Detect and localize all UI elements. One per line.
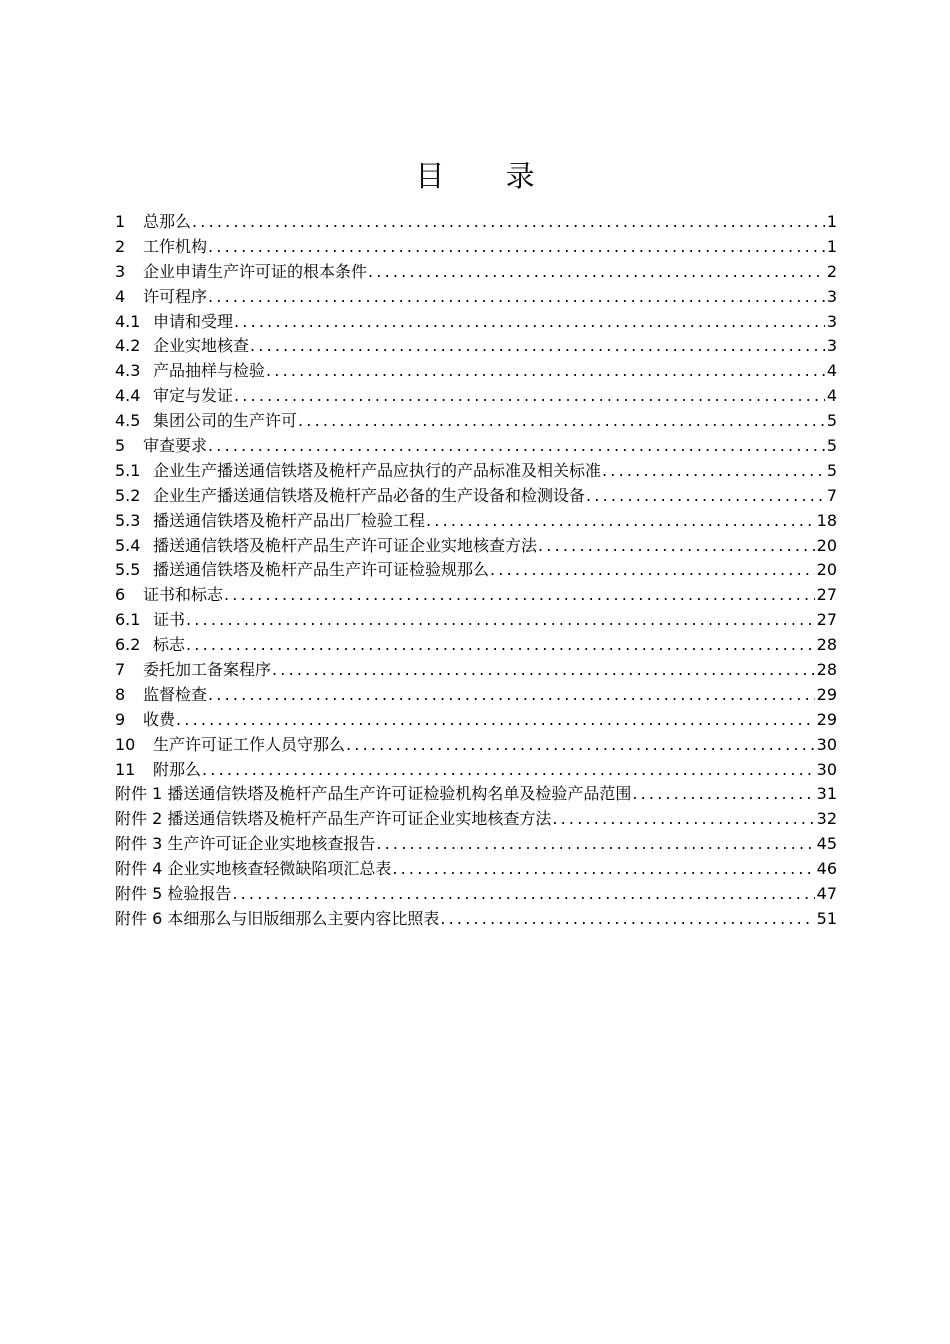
toc-entry[interactable]: [115, 359, 837, 384]
toc-entry-page-number: 5: [826, 460, 837, 480]
toc-entry[interactable]: [115, 459, 837, 484]
toc-entry[interactable]: [115, 235, 837, 260]
toc-entry[interactable]: [115, 758, 837, 783]
toc-entry[interactable]: [115, 384, 837, 409]
toc-entry-title: 工作机构: [143, 236, 208, 256]
toc-dot-leader: [208, 683, 815, 708]
toc-dot-leader: [208, 285, 825, 310]
toc-list: [115, 210, 837, 932]
toc-dot-leader: [176, 708, 815, 733]
toc-dot-leader: [250, 334, 825, 359]
toc-entry-page-number: 45: [816, 834, 837, 854]
toc-dot-leader: [224, 583, 815, 608]
toc-entry-number: 4.4: [115, 386, 141, 406]
toc-entry[interactable]: [115, 310, 837, 335]
toc-dot-leader: [586, 484, 825, 509]
toc-dot-leader: [490, 558, 815, 583]
toc-entry-page-number: 7: [826, 485, 837, 505]
toc-entry[interactable]: [115, 882, 837, 907]
toc-dot-leader: [298, 409, 825, 434]
toc-entry-title: 总那么: [143, 212, 192, 231]
toc-entry[interactable]: [115, 807, 837, 832]
toc-dot-leader: [602, 459, 825, 484]
toc-entry-number: 1: [115, 212, 126, 231]
toc-dot-leader: [192, 210, 825, 235]
toc-entry-title: 播送通信铁塔及桅杆产品出厂检验工程: [153, 510, 426, 530]
toc-entry-page-number: 20: [816, 535, 837, 555]
toc-entry-page-number: 3: [826, 311, 837, 331]
toc-dot-leader: [186, 608, 815, 633]
toc-entry-number: 4.3: [115, 361, 141, 381]
toc-entry-number: 5.2: [115, 485, 141, 505]
toc-entry-title: 附件 6 本细那么与旧版细那么主要内容比照表: [115, 908, 440, 928]
toc-entry[interactable]: [115, 409, 837, 434]
toc-entry-title: 产品抽样与检验: [153, 361, 266, 381]
toc-entry-title: 集团公司的生产许可: [153, 411, 298, 431]
toc-entry-page-number: 28: [816, 660, 837, 680]
toc-entry[interactable]: [115, 509, 837, 534]
toc-entry-number: 5.4: [115, 535, 141, 555]
toc-entry-number: 4.5: [115, 411, 141, 431]
toc-entry-title: 收费: [143, 709, 176, 729]
toc-entry-number: 11: [115, 759, 136, 779]
toc-entry-page-number: 46: [816, 859, 837, 879]
toc-entry-number: 4: [115, 286, 126, 306]
toc-entry-number: 5.1: [115, 460, 141, 480]
toc-entry-number: 8: [115, 684, 126, 704]
toc-entry-title: 生产许可证工作人员守那么: [153, 734, 346, 754]
toc-entry-title: 附件 1 播送通信铁塔及桅杆产品生产许可证检验机构名单及检验产品范围: [115, 784, 632, 804]
toc-entry-page-number: 31: [816, 784, 837, 804]
toc-entry[interactable]: [115, 708, 837, 733]
toc-dot-leader: [440, 907, 814, 932]
toc-entry-title: 企业申请生产许可证的根本条件: [143, 261, 368, 281]
toc-entry[interactable]: [115, 334, 837, 359]
toc-title: 目 录: [415, 159, 561, 193]
toc-entry-title: 委托加工备案程序: [143, 660, 272, 680]
toc-dot-leader: [272, 658, 815, 683]
toc-entry-number: 6: [115, 585, 126, 605]
toc-dot-leader: [376, 832, 814, 857]
toc-entry-title: 附件 3 生产许可证企业实地核查报告: [115, 834, 376, 854]
toc-entry-page-number: 28: [816, 635, 837, 655]
toc-dot-leader: [202, 758, 815, 783]
toc-entry-title: 监督检查: [143, 684, 208, 704]
toc-entry[interactable]: [115, 285, 837, 310]
toc-entry-title: 播送通信铁塔及桅杆产品生产许可证检验规那么: [153, 560, 490, 580]
toc-entry[interactable]: [115, 733, 837, 758]
toc-entry[interactable]: [115, 608, 837, 633]
toc-entry-page-number: 29: [816, 684, 837, 704]
toc-entry-page-number: 30: [816, 759, 837, 779]
toc-entry-title: 企业生产播送通信铁塔及桅杆产品必备的生产设备和检测设备: [153, 485, 586, 505]
toc-entry-number: 4.2: [115, 336, 141, 356]
toc-dot-leader: [392, 857, 814, 882]
toc-entry-title: 审定与发证: [153, 386, 234, 406]
toc-entry-page-number: 30: [816, 734, 837, 754]
toc-dot-leader: [234, 384, 825, 409]
toc-entry[interactable]: [115, 907, 837, 932]
toc-entry[interactable]: [115, 260, 837, 285]
toc-entry-page-number: 4: [826, 386, 837, 406]
toc-entry-number: 2: [115, 236, 126, 256]
toc-dot-leader: [632, 782, 814, 807]
toc-entry-page-number: 3: [826, 286, 837, 306]
toc-entry-page-number: 4: [826, 361, 837, 381]
toc-entry-number: 5.3: [115, 510, 141, 530]
toc-entry-title: 企业生产播送通信铁塔及桅杆产品应执行的产品标准及相关标准: [153, 460, 602, 480]
toc-entry-number: 9: [115, 709, 126, 729]
toc-entry-page-number: 1: [826, 212, 837, 231]
toc-entry-title: 申请和受理: [153, 311, 234, 331]
toc-dot-leader: [552, 807, 814, 832]
toc-entry-page-number: 20: [816, 560, 837, 580]
toc-entry-title: 播送通信铁塔及桅杆产品生产许可证企业实地核查方法: [153, 535, 538, 555]
toc-entry-title: 附件 2 播送通信铁塔及桅杆产品生产许可证企业实地核查方法: [115, 809, 552, 829]
toc-entry-page-number: 27: [816, 585, 837, 605]
toc-entry-title: 企业实地核查: [153, 336, 250, 356]
toc-entry-page-number: 29: [816, 709, 837, 729]
toc-entry-page-number: 5: [826, 411, 837, 431]
toc-entry[interactable]: [115, 583, 837, 608]
toc-entry-page-number: 2: [826, 261, 837, 281]
toc-entry-number: 3: [115, 261, 126, 281]
toc-dot-leader: [232, 882, 814, 907]
toc-entry[interactable]: [115, 558, 837, 583]
toc-entry-number: 5.5: [115, 560, 141, 580]
toc-entry-title: 附件 4 企业实地核查轻微缺陷项汇总表: [115, 859, 392, 879]
toc-entry-number: 4.1: [115, 311, 141, 331]
toc-dot-leader: [266, 359, 825, 384]
toc-entry-page-number: 27: [816, 610, 837, 630]
toc-entry[interactable]: [115, 534, 837, 559]
toc-entry[interactable]: [115, 683, 837, 708]
toc-entry-number: 10: [115, 734, 136, 754]
toc-entry-page-number: 18: [816, 510, 837, 530]
toc-entry-number: 6.1: [115, 610, 141, 630]
toc-dot-leader: [538, 534, 815, 559]
toc-entry[interactable]: [115, 857, 837, 882]
toc-dot-leader: [346, 733, 815, 758]
toc-entry-page-number: 47: [816, 884, 837, 904]
toc-dot-leader: [186, 633, 815, 658]
toc-dot-leader: [368, 260, 825, 285]
toc-dot-leader: [208, 235, 825, 260]
toc-entry[interactable]: [115, 633, 837, 658]
toc-entry[interactable]: [115, 832, 837, 857]
toc-entry-title: 附件 5 检验报告: [115, 884, 232, 904]
toc-entry-number: 6.2: [115, 635, 141, 655]
toc-entry-title: 许可程序: [143, 286, 208, 306]
toc-entry-page-number: 1: [826, 236, 837, 256]
toc-entry-page-number: 32: [816, 809, 837, 829]
toc-dot-leader: [208, 434, 825, 459]
toc-entry-title: 附那么: [153, 759, 202, 779]
toc-entry-title: 标志: [153, 635, 186, 655]
toc-entry[interactable]: [115, 210, 837, 235]
toc-entry-number: 7: [115, 660, 126, 680]
toc-entry-title: 证书: [153, 610, 186, 630]
toc-dot-leader: [234, 310, 825, 335]
toc-entry-title: 审查要求: [143, 436, 208, 456]
toc-entry-page-number: 51: [816, 908, 837, 928]
toc-entry-title: 证书和标志: [143, 585, 224, 605]
toc-entry-number: 5: [115, 436, 126, 456]
toc-entry[interactable]: [115, 658, 837, 683]
toc-entry-page-number: 3: [826, 336, 837, 356]
toc-entry[interactable]: [115, 434, 837, 459]
toc-entry[interactable]: [115, 484, 837, 509]
toc-dot-leader: [426, 509, 815, 534]
toc-entry-page-number: 5: [826, 436, 837, 456]
toc-entry[interactable]: [115, 782, 837, 807]
